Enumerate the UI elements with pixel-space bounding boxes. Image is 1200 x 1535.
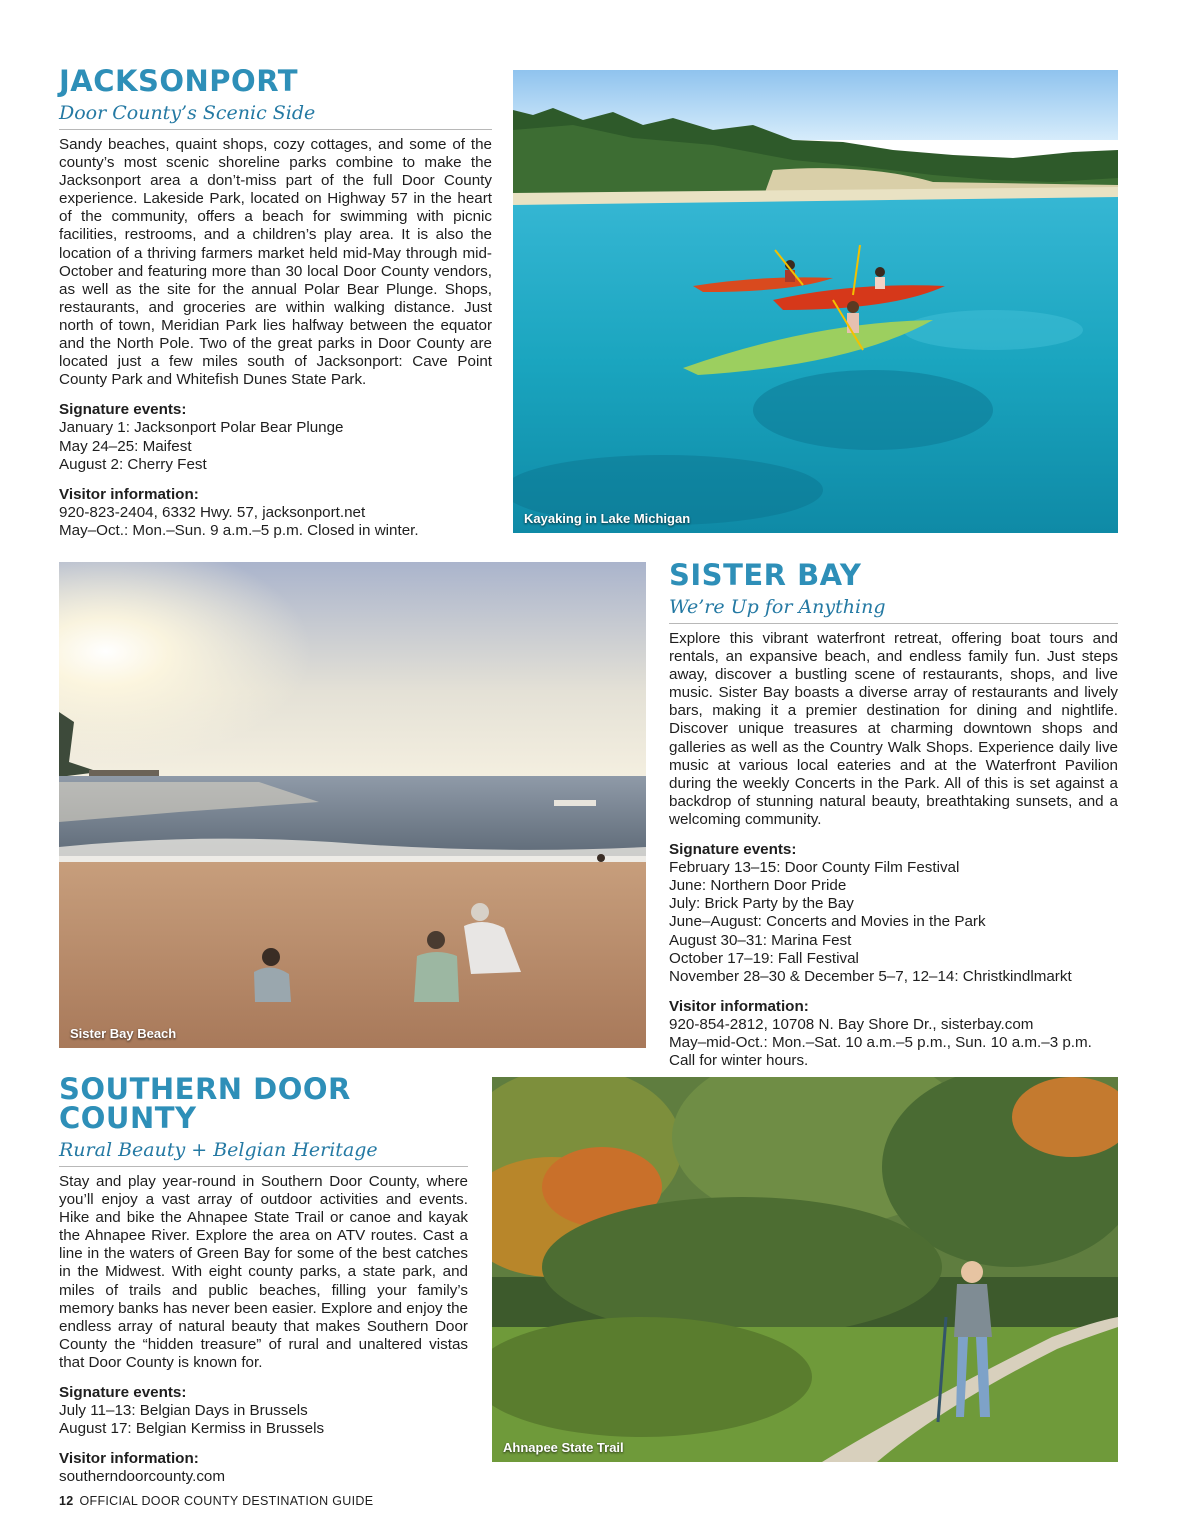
southern-door-visitor-info (59, 1468, 468, 1486)
guide-title: OFFICIAL DOOR COUNTY DESTINATION GUIDE (79, 1494, 374, 1508)
event-item: July: Brick Party by the Bay (669, 895, 854, 913)
southern-door-events-list (59, 1402, 468, 1438)
southern-door-events-heading: Signature events: (59, 1384, 187, 1402)
southern-door-tagline: Rural Beauty + Belgian Heritage (59, 1141, 468, 1167)
event-item: August 2: Cherry Fest (59, 455, 207, 473)
event-item: May 24–25: Maifest (59, 437, 192, 455)
visitor-line: 920-854-2812, 10708 N. Bay Shore Dr., sisterbay.com (669, 1015, 1034, 1033)
kayaking-photo (513, 70, 1118, 533)
event-item: January 1: Jacksonport Polar Bear Plunge (59, 419, 344, 437)
jacksonport-visitor-heading: Visitor information: (59, 485, 199, 503)
southern-door-section (59, 1072, 468, 1487)
sister-bay-section (669, 558, 1118, 1070)
jacksonport-events-list (59, 419, 492, 473)
visitor-line: May–mid-Oct.: Mon.–Sat. 10 a.m.–5 p.m., Sun. 10 a.m.–3 p.m. (669, 1033, 1092, 1051)
jacksonport-tagline: Door County’s Scenic Side (59, 104, 492, 130)
sister-bay-visitor-heading: Visitor information: (669, 997, 809, 1015)
event-item: June: Northern Door Pride (669, 877, 847, 895)
event-item: July 11–13: Belgian Days in Brussels (59, 1402, 308, 1420)
page-number: 12 (59, 1494, 74, 1508)
jacksonport-events-heading: Signature events: (59, 401, 187, 419)
sister-bay-caption: Sister Bay Beach (70, 1026, 177, 1041)
event-item: February 13–15: Door County Film Festival (669, 859, 960, 877)
sister-bay-beach-photo (59, 562, 646, 1048)
sister-bay-events-list (669, 859, 1118, 986)
sister-bay-body: Explore this vibrant waterfront retreat, offering boat tours and rentals, an expansive beach, and endless family fun. Just steps away, discover a bustling scene of restaurants, shops, and live music. Sister Bay boasts a diverse array of restaurants and lively bars, making it a premier destination for dining and nightlife. Discover unique treasures at charming downtown shops and galleries as well as the Country Walk Shops. Experience daily live music at various local eateries and at the Waterfront Pavilion during the weekly Concerts in the Park. All of this is set against a backdrop of stunning natural beauty, breathtaking sunsets, and a welcoming community. (669, 630, 1118, 828)
event-item: June–August: Concerts and Movies in the Park (669, 913, 986, 931)
sister-bay-visitor-info (669, 1016, 1118, 1070)
visitor-line: 920-823-2404, 6332 Hwy. 57, jacksonport.net (59, 503, 366, 521)
beach-illustration (59, 562, 646, 1048)
event-item: November 28–30 & December 5–7, 12–14: Christkindlmarkt (669, 967, 1072, 985)
southern-door-visitor-heading: Visitor information: (59, 1450, 199, 1468)
visitor-line: southerndoorcounty.com (59, 1468, 226, 1486)
jacksonport-body: Sandy beaches, quaint shops, cozy cottages, and some of the county’s most scenic shoreline parks combine to make the Jacksonport area a don’t-miss part of the full Door County experience. Lakeside Park, located on Highway 57 in the heart of the community, offers a beach for swimming with picnic facilities, restrooms, and a children’s play area. It is also the location of a thriving farmers market held mid-May through mid-October and featuring more than 30 local Door County vendors, as well as the site for the annual Polar Bear Plunge. Shops, restaurants, and groceries are within walking distance. Just north of town, Meridian Park lies halfway between the equator and the North Pole. Two of the great parks in Door County are located just a few miles south of Jacksonport: Cave Point County Park and Whitefish Dunes State Park. (59, 136, 492, 389)
visitor-line: Call for winter hours. (669, 1052, 809, 1070)
kayaking-illustration (513, 70, 1118, 533)
southern-door-title: SOUTHERN DOOR COUNTY (59, 1072, 351, 1135)
event-item: October 17–19: Fall Festival (669, 949, 859, 967)
sister-bay-title: SISTER BAY (669, 558, 862, 592)
southern-door-body: Stay and play year-round in Southern Door County, where you’ll enjoy a vast array of outdoor activities and events. Hike and bike the Ahnapee State Trail or canoe and kayak the Ahnapee River. Explore the area on ATV routes. Cast a line in the waters of Green Bay for some of the best catches in the Midwest. With eight county parks, a state park, and miles of trails and public beaches, filling your family’s memory banks has never been easier. Explore and enjoy the endless array of natural beauty that makes Southern Door County the “hidden treasure” of rural and unaltered vistas that Door County is known for. (59, 1173, 468, 1371)
jacksonport-section (59, 64, 492, 540)
trail-illustration (492, 1077, 1118, 1462)
jacksonport-visitor-info (59, 504, 492, 540)
sister-bay-events-heading: Signature events: (669, 841, 797, 859)
visitor-line: May–Oct.: Mon.–Sun. 9 a.m.–5 p.m. Closed in winter. (59, 521, 419, 539)
page-footer (59, 1494, 373, 1508)
event-item: August 30–31: Marina Fest (669, 931, 852, 949)
ahnapee-caption: Ahnapee State Trail (503, 1440, 624, 1455)
jacksonport-title: JACKSONPORT (59, 64, 299, 98)
kayaking-caption: Kayaking in Lake Michigan (524, 511, 691, 526)
event-item: August 17: Belgian Kermiss in Brussels (59, 1420, 325, 1438)
sister-bay-tagline: We’re Up for Anything (669, 598, 1118, 624)
ahnapee-trail-photo (492, 1077, 1118, 1462)
